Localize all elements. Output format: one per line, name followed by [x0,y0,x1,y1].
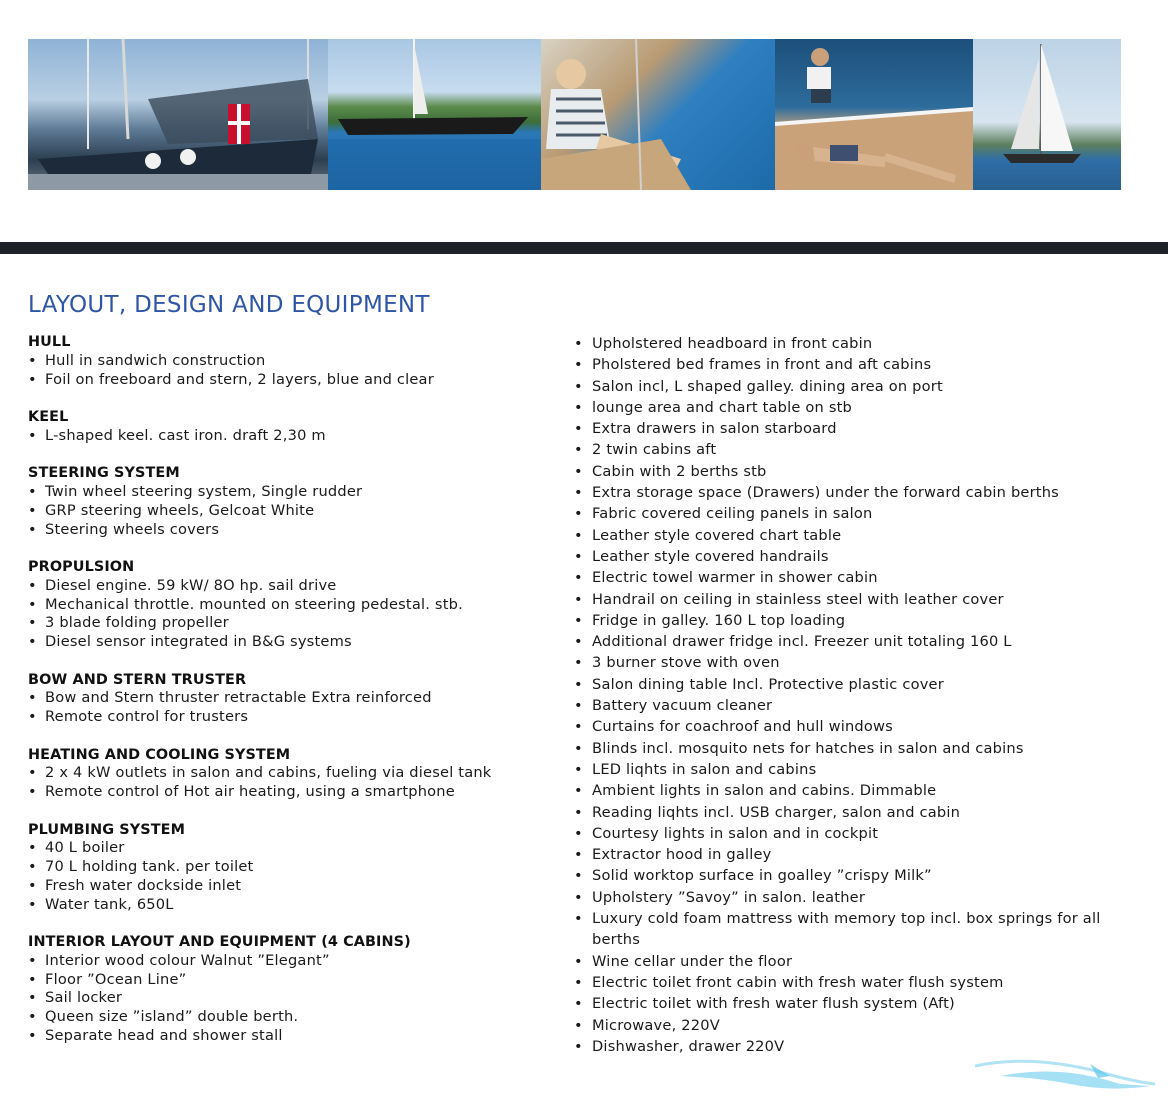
bullet-glyph: • [574,462,583,480]
list-item [574,759,1144,780]
bullet-glyph: • [574,398,583,416]
list-item-text: Hull in sandwich construction [45,351,266,369]
list-item-text: Reading liqhts incl. USB charger, salon and cabin [592,803,961,821]
list-item [574,589,1144,610]
bullet-glyph: • [574,718,583,736]
list-item-text: Courtesy lights in salon and in cockpit [592,824,879,842]
list-item-text: Wine cellar under the floor [592,952,793,970]
bullet-glyph: • [574,995,583,1013]
list-item-text: 2 twin cabins aft [592,441,717,459]
list-item-text: Extra drawers in salon starboard [592,420,837,438]
bullet-glyph: • [28,482,37,500]
spec-group [28,671,558,727]
list-item [28,427,558,446]
list-item-text: Remote control of Hot air heating, using a smartphone [45,783,455,801]
list-item [28,896,558,915]
list-item [574,951,1144,972]
list-item-text: Mechanical throttle. mounted on steering pedestal. stb. [45,595,463,613]
list-item-text: Cabin with 2 berths stb [592,462,767,480]
bullet-glyph: • [28,520,37,538]
list-item [574,418,1144,439]
group-heading: BOW AND STERN TRUSTER [28,671,247,688]
bullet-glyph: • [574,739,583,757]
list-item-text: GRP steering wheels, Gelcoat White [45,501,315,519]
bullet-glyph: • [574,441,583,459]
list-item [574,908,1144,951]
spec-group [28,558,558,652]
list-item-text: Handrail on ceiling in stainless steel with leather cover [592,590,1004,608]
bullet-glyph: • [574,590,583,608]
bullet-glyph: • [28,876,37,894]
bullet-glyph: • [28,595,37,613]
list-item [574,780,1144,801]
bullet-glyph: • [574,867,583,885]
bullet-glyph: • [28,1027,37,1045]
bullet-glyph: • [574,377,583,395]
list-item [574,397,1144,418]
list-item [28,1027,558,1046]
bullet-glyph: • [574,526,583,544]
left-column [28,333,558,1064]
list-item [28,1008,558,1027]
list-item [574,333,1144,354]
bullet-glyph: • [574,697,583,715]
list-item [28,708,558,727]
list-item-text: Twin wheel steering system, Single rudder [45,482,363,500]
list-item [28,952,558,971]
bullet-glyph: • [28,614,37,632]
list-item-text: Remote control for trusters [45,708,249,726]
list-item-text: Solid worktop surface in goalley ”crispy Milk” [592,867,932,885]
list-item-text: Curtains for coachroof and hull windows [592,718,893,736]
bullet-glyph: • [28,689,37,707]
section-title: LAYOUT, DESIGN AND EQUIPMENT [28,292,430,318]
bullet-glyph: • [574,910,583,928]
bullet-glyph: • [574,420,583,438]
bullet-glyph: • [574,633,583,651]
list-item [28,783,558,802]
list-item [28,614,558,633]
list-item-text: Battery vacuum cleaner [592,697,773,715]
list-item-text: 3 burner stove with oven [592,654,780,672]
bullet-glyph: • [574,1037,583,1055]
list-item [28,596,558,615]
list-item [574,695,1144,716]
header-divider-bar [0,242,1168,254]
list-item-text: Extra storage space (Drawers) under the forward cabin berths [592,484,1059,502]
list-item [574,439,1144,460]
list-item-text: Electric towel warmer in shower cabin [592,569,878,587]
bullet-glyph: • [28,783,37,801]
list-item [574,844,1144,865]
bullet-glyph: • [574,654,583,672]
bullet-glyph: • [28,708,37,726]
bullet-glyph: • [574,760,583,778]
bullet-glyph: • [28,970,37,988]
list-item-text: Extractor hood in galley [592,846,772,864]
list-item [574,610,1144,631]
list-item [28,483,558,502]
list-item-text: Fabric covered ceiling panels in salon [592,505,873,523]
list-item-text: Leather style covered handrails [592,547,829,565]
bullet-glyph: • [574,335,583,352]
list-item-text: Water tank, 650L [45,895,174,913]
list-item-text: 70 L holding tank. per toilet [45,858,254,876]
group-heading: PROPULSION [28,558,135,575]
list-item-text: Foil on freeboard and stern, 2 layers, blue and clear [45,370,434,388]
list-item [28,989,558,1008]
list-item-text: Interior wood colour Walnut ”Elegant” [45,951,330,969]
group-heading: INTERIOR LAYOUT AND EQUIPMENT (4 CABINS) [28,934,411,951]
bullet-glyph: • [28,426,37,444]
list-item-text: Floor ”Ocean Line” [45,970,187,988]
bullet-glyph: • [574,356,583,374]
group-heading: STEERING SYSTEM [28,465,180,482]
bullet-glyph: • [574,973,583,991]
list-item [28,521,558,540]
bullet-glyph: • [574,505,583,523]
bullet-glyph: • [28,895,37,913]
list-item [574,652,1144,673]
list-item-text: 3 blade folding propeller [45,614,229,632]
list-item [574,1015,1144,1036]
list-item [574,354,1144,375]
bullet-glyph: • [28,576,37,594]
list-item [28,689,558,708]
list-item [574,738,1144,759]
bullet-glyph: • [574,888,583,906]
list-item [28,577,558,596]
list-item-text: Sail locker [45,989,123,1007]
list-item [574,823,1144,844]
bullet-glyph: • [28,858,37,876]
list-item-text: 40 L boiler [45,839,125,857]
sailing-yacht-photo [973,39,1121,190]
list-item-text: Fresh water dockside inlet [45,876,242,894]
list-item [28,764,558,783]
list-item [28,839,558,858]
list-item-text: lounge area and chart table on stb [592,398,853,416]
list-item-text: Upholstered headboard in front cabin [592,335,873,352]
list-item [574,865,1144,886]
list-item-text: Bow and Stern thruster retractable Extra reinforced [45,689,432,707]
bullet-glyph: • [574,824,583,842]
group-heading: HEATING AND COOLING SYSTEM [28,746,291,763]
list-item [28,858,558,877]
bullet-glyph: • [574,782,583,800]
bullet-glyph: • [574,803,583,821]
spec-group [28,746,558,802]
list-item [574,631,1144,652]
list-item-text: Leather style covered chart table [592,526,842,544]
list-item-text: Salon incl, L shaped galley. dining area on port [592,377,943,395]
list-item-text: 2 x 4 kW outlets in salon and cabins, fueling via diesel tank [45,764,492,782]
right-column [574,333,1144,1057]
list-item-text: Fridge in galley. 160 L top loading [592,611,846,629]
woman-on-deck-photo [541,39,775,190]
list-item-text: Electric toilet front cabin with fresh water flush system [592,973,1004,991]
list-item-text: Ambient lights in salon and cabins. Dimmable [592,782,937,800]
list-item [574,567,1144,588]
list-item-text: Steering wheels covers [45,520,220,538]
list-item [574,482,1144,503]
bullet-glyph: • [574,952,583,970]
couple-swim-platform-photo [775,39,973,190]
list-item [28,971,558,990]
spec-group [28,464,558,539]
list-item-text: LED liqhts in salon and cabins [592,760,817,778]
list-item [574,503,1144,524]
boat-wave-watermark-icon [970,1054,1160,1094]
bullet-glyph: • [574,484,583,502]
list-item-text: Dishwasher, drawer 220V [592,1037,785,1055]
bullet-glyph: • [574,846,583,864]
spec-group [28,821,558,915]
list-item [28,633,558,652]
list-item [574,802,1144,823]
list-item-text: Diesel engine. 59 kW/ 8O hp. sail drive [45,576,337,594]
sailboat-sea-photo [328,39,541,190]
list-item-text: L-shaped keel. cast iron. draft 2,30 m [45,426,326,444]
bullet-glyph: • [28,764,37,782]
list-item [574,376,1144,397]
list-item [574,525,1144,546]
list-item [28,502,558,521]
group-heading: HULL [28,334,71,350]
list-item [28,877,558,896]
bullet-glyph: • [574,569,583,587]
bullet-glyph: • [28,951,37,969]
bullet-glyph: • [28,633,37,651]
list-item [574,674,1144,695]
group-heading: PLUMBING SYSTEM [28,821,186,838]
group-heading: KEEL [28,408,69,425]
boat-marina-photo [28,39,328,190]
list-item-text: Blinds incl. mosquito nets for hatches in salon and cabins [592,739,1024,757]
list-item-text: Separate head and shower stall [45,1027,283,1045]
bullet-glyph: • [28,1008,37,1026]
list-item [28,371,558,390]
list-item-text: Pholstered bed frames in front and aft cabins [592,356,932,374]
bullet-glyph: • [28,839,37,857]
list-item [574,993,1144,1014]
list-item [574,887,1144,908]
bullet-glyph: • [28,351,37,369]
list-item-text: Electric toilet with fresh water flush system (Aft) [592,995,955,1013]
list-item-text: Queen size ”island” double berth. [45,1008,299,1026]
list-item-text: Luxury cold foam mattress with memory top incl. box springs for all berths [592,910,1101,949]
list-item-text: Upholstery ”Savoy” in salon. leather [592,888,866,906]
spec-group [28,933,558,1046]
spec-group [28,408,558,446]
bullet-glyph: • [574,675,583,693]
list-item-text: Diesel sensor integrated in B&G systems [45,633,352,651]
list-item-text: Additional drawer fridge incl. Freezer unit totaling 160 L [592,633,1012,651]
list-item [574,972,1144,993]
bullet-glyph: • [28,989,37,1007]
list-item-text: Microwave, 220V [592,1016,720,1034]
list-item [574,461,1144,482]
spec-group [28,333,558,389]
bullet-glyph: • [28,501,37,519]
list-item [28,352,558,371]
list-item [574,546,1144,567]
bullet-glyph: • [574,547,583,565]
list-item-text: Salon dining table Incl. Protective plastic cover [592,675,944,693]
photo-strip [28,39,1121,190]
bullet-glyph: • [574,611,583,629]
bullet-glyph: • [28,370,37,388]
list-item [574,716,1144,737]
bullet-glyph: • [574,1016,583,1034]
